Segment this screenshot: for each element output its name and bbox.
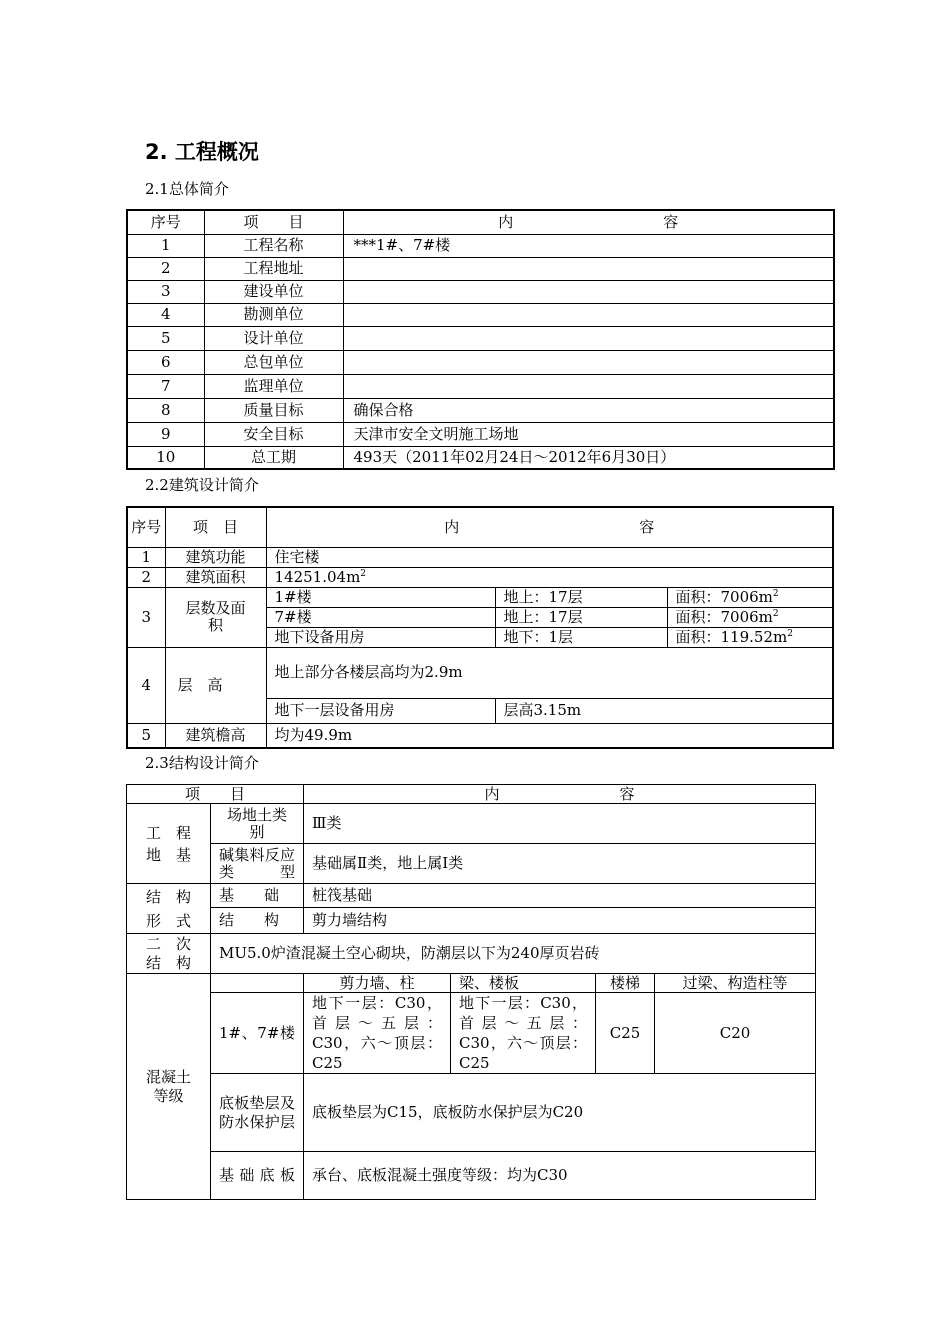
row-no: 3 — [127, 587, 165, 647]
row-item: 场地土类别 — [211, 804, 304, 844]
table-row — [127, 422, 834, 446]
table-row — [127, 567, 833, 587]
unit-superscript: 2 — [772, 588, 779, 599]
table-row — [127, 647, 833, 698]
table-row — [127, 974, 816, 993]
header-item: 项 目 — [165, 507, 266, 547]
header-content: 内 容 — [343, 210, 834, 234]
row-item: 质量目标 — [204, 398, 343, 422]
unit-superscript: 2 — [772, 608, 779, 619]
row-no: 4 — [127, 647, 165, 723]
area-value: 面积：7006m — [675, 587, 773, 606]
row-item: 1#、7#楼 — [211, 993, 304, 1074]
header-item: 项 目 — [127, 785, 304, 804]
col-header: 梁、楼板 — [451, 974, 596, 993]
table-row — [127, 398, 834, 422]
row-no: 5 — [127, 723, 165, 748]
group-label: 结 构形 式 — [127, 884, 211, 934]
row-item: 基 础 — [211, 884, 304, 908]
row-content: 底板垫层为C15，底板防水保护层为C20 — [304, 1074, 816, 1152]
row-no: 8 — [127, 398, 204, 422]
row-no: 2 — [127, 567, 165, 587]
row-content: MU5.0炉渣混凝土空心砌块，防潮层以下为240厚页岩砖 — [211, 934, 816, 974]
table-row — [127, 374, 834, 398]
row-item: 监理单位 — [204, 374, 343, 398]
floors-value: 地下：1层 — [495, 627, 667, 647]
area-value: 面积：119.52m — [675, 627, 788, 646]
row-content: Ⅲ类 — [304, 804, 816, 844]
row-no: 1 — [127, 234, 204, 257]
table-header-row — [127, 210, 834, 234]
header-content: 内 容 — [266, 507, 833, 547]
row-item: 建筑檐高 — [165, 723, 266, 748]
building-name: 地下设备用房 — [266, 627, 495, 647]
row-content — [266, 567, 833, 587]
table-row — [127, 257, 834, 280]
row-item: 基础底板 — [211, 1152, 304, 1200]
row-item: 工程名称 — [204, 234, 343, 257]
row-content — [343, 350, 834, 374]
row-content: 493天（2011年02月24日～2012年6月30日） — [343, 446, 834, 469]
row-item: 建筑功能 — [165, 547, 266, 567]
row-content: 地下一层设备用房 — [266, 698, 495, 723]
row-item: 底板垫层及防水保护层 — [211, 1074, 304, 1152]
row-item: 安全目标 — [204, 422, 343, 446]
col-header: 楼梯 — [596, 974, 655, 993]
table-row — [127, 280, 834, 303]
area-value: 面积：7006m — [675, 607, 773, 626]
table-header-row — [127, 507, 833, 547]
area-cell — [667, 607, 833, 627]
row-content — [343, 303, 834, 326]
table-row — [127, 804, 816, 844]
row-item: 建筑面积 — [165, 567, 266, 587]
subsection-title-architecture: 2.2建筑设计简介 — [145, 476, 259, 494]
subsection-title-overview: 2.1总体简介 — [145, 180, 229, 198]
row-item: 总包单位 — [204, 350, 343, 374]
table-row — [127, 303, 834, 326]
row-item: 设计单位 — [204, 326, 343, 350]
table-row — [127, 587, 833, 607]
row-content: 天津市安全文明施工场地 — [343, 422, 834, 446]
header-no: 序号 — [127, 507, 165, 547]
empty-cell — [211, 974, 304, 993]
table-row — [127, 993, 816, 1074]
lintel-grade: C20 — [655, 993, 816, 1074]
row-no: 3 — [127, 280, 204, 303]
row-content — [343, 374, 834, 398]
floors-value: 地上：17层 — [495, 587, 667, 607]
group-label: 工 程地 基 — [127, 804, 211, 884]
row-no: 2 — [127, 257, 204, 280]
row-content — [343, 280, 834, 303]
section-heading: 2. 工程概况 — [145, 140, 259, 164]
architecture-table — [126, 506, 834, 749]
table-row — [127, 234, 834, 257]
table-row — [127, 1074, 816, 1152]
area-cell — [667, 627, 833, 647]
group-label: 混凝土等级 — [127, 974, 211, 1200]
col-header: 剪力墙、柱 — [304, 974, 451, 993]
header-content: 内 容 — [304, 785, 816, 804]
row-item: 碱集料反应类型 — [211, 844, 304, 884]
row-no: 7 — [127, 374, 204, 398]
table-row — [127, 934, 816, 974]
row-content: 基础属Ⅱ类，地上属Ⅰ类 — [304, 844, 816, 884]
table-row — [127, 326, 834, 350]
table-row — [127, 884, 816, 908]
row-no: 1 — [127, 547, 165, 567]
table-row — [127, 350, 834, 374]
row-content: 地上部分各楼层高均为2.9m — [266, 647, 833, 698]
row-item: 结 构 — [211, 908, 304, 934]
row-content: 承台、底板混凝土强度等级：均为C30 — [304, 1152, 816, 1200]
unit-superscript: 2 — [787, 628, 793, 639]
row-no: 4 — [127, 303, 204, 326]
wall-grade: 地下一层：C30，首层～五层：C30，六～顶层：C25 — [304, 993, 451, 1074]
row-item: 层 高 — [165, 647, 266, 723]
col-header: 过梁、构造柱等 — [655, 974, 816, 993]
floors-value: 地上：17层 — [495, 607, 667, 627]
row-no: 6 — [127, 350, 204, 374]
building-name: 1#楼 — [266, 587, 495, 607]
row-item: 层数及面积 — [165, 587, 266, 647]
row-no: 10 — [127, 446, 204, 469]
row-item: 总工期 — [204, 446, 343, 469]
unit-superscript: 2 — [360, 568, 367, 579]
row-item: 勘测单位 — [204, 303, 343, 326]
row-content — [343, 326, 834, 350]
table-row — [127, 723, 833, 748]
overview-table — [126, 209, 835, 470]
row-content: 确保合格 — [343, 398, 834, 422]
header-no: 序号 — [127, 210, 204, 234]
table-row — [127, 844, 816, 884]
stair-grade: C25 — [596, 993, 655, 1074]
row-no: 5 — [127, 326, 204, 350]
row-content: 剪力墙结构 — [304, 908, 816, 934]
building-name: 7#楼 — [266, 607, 495, 627]
row-content: 均为49.9m — [266, 723, 833, 748]
table-row — [127, 547, 833, 567]
row-content: 层高3.15m — [495, 698, 833, 723]
structure-table — [126, 784, 816, 1200]
beam-grade: 地下一层：C30，首层～五层：C30，六～顶层：C25 — [451, 993, 596, 1074]
row-content: ***1#、7#楼 — [343, 234, 834, 257]
table-header-row — [127, 785, 816, 804]
row-item: 建设单位 — [204, 280, 343, 303]
row-item: 工程地址 — [204, 257, 343, 280]
table-row — [127, 908, 816, 934]
table-row — [127, 446, 834, 469]
subsection-title-structure: 2.3结构设计简介 — [145, 754, 259, 772]
table-row — [127, 1152, 816, 1200]
header-item: 项 目 — [204, 210, 343, 234]
row-content: 住宅楼 — [266, 547, 833, 567]
area-cell — [667, 587, 833, 607]
area-value: 14251.04m — [274, 567, 361, 586]
row-content — [343, 257, 834, 280]
group-label: 二 次结 构 — [127, 934, 211, 974]
row-no: 9 — [127, 422, 204, 446]
row-content: 桩筏基础 — [304, 884, 816, 908]
